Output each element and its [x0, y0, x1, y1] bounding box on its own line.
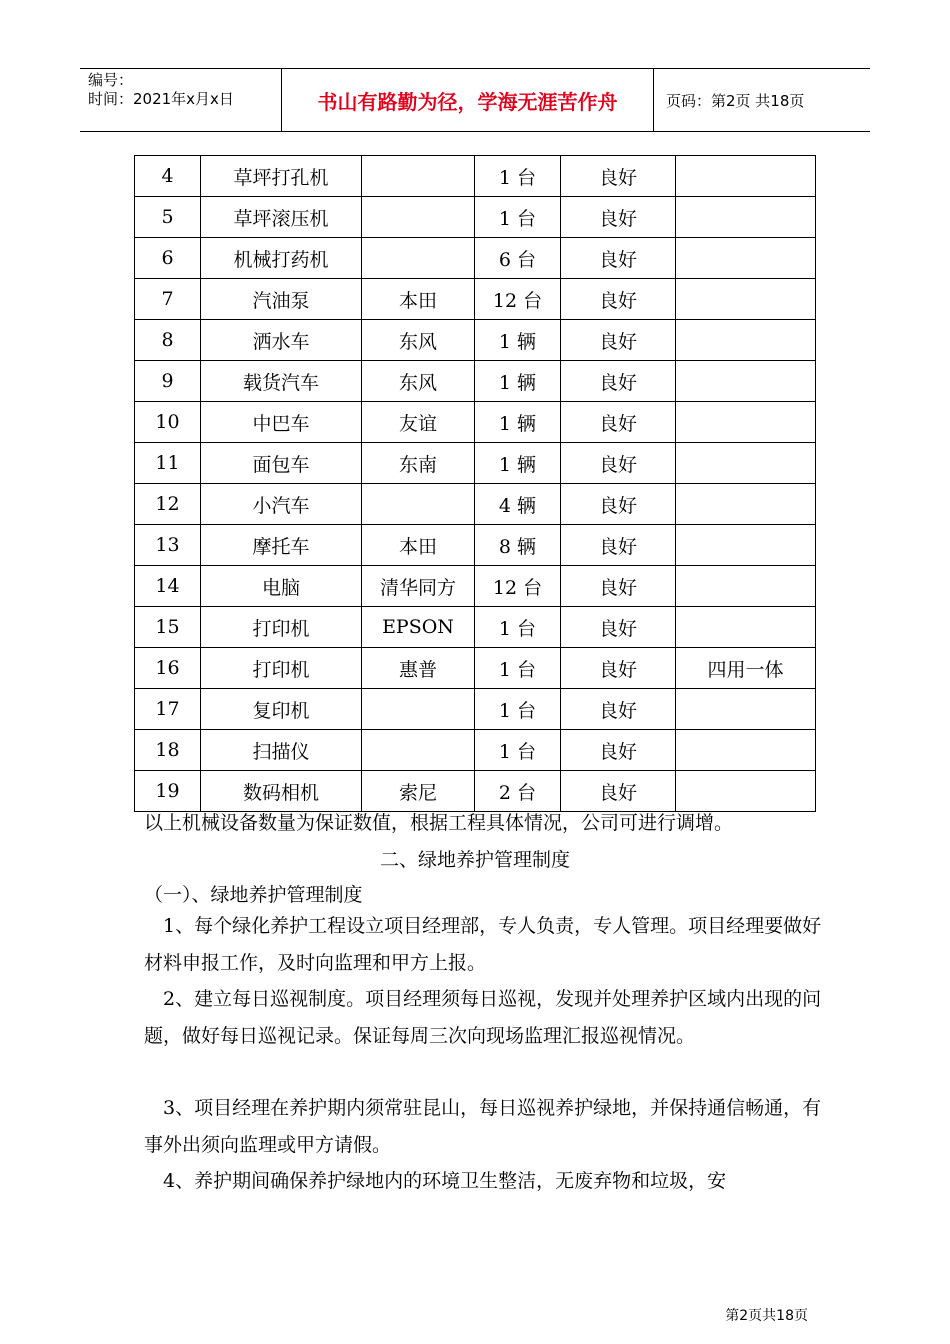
table-row: [135, 361, 816, 402]
subsection-title: （一）、绿地养护管理制度: [144, 884, 363, 906]
table-cell: 打印机: [201, 648, 362, 689]
table-cell: [362, 484, 475, 525]
paragraph: 3、项目经理在养护期内须常驻昆山，每日巡视养护绿地，并保持通信畅通，有事外出须向监理或甲方请假。: [144, 1097, 822, 1156]
table-cell: 东南: [362, 443, 475, 484]
table-cell: 1 辆: [475, 361, 561, 402]
table-cell: 良好: [561, 771, 676, 812]
table-cell: 2 台: [475, 771, 561, 812]
header-meta: [80, 69, 282, 131]
table-cell: 本田: [362, 525, 475, 566]
table-cell: 6: [135, 238, 201, 279]
table-cell: 良好: [561, 689, 676, 730]
table-cell: 良好: [561, 525, 676, 566]
paragraph: 4、养护期间确保养护绿地内的环境卫生整洁，无废弃物和垃圾，安: [163, 1170, 727, 1192]
table-cell: [676, 361, 816, 402]
table-cell: 惠普: [362, 648, 475, 689]
table-cell: 草坪滚压机: [201, 197, 362, 238]
table-cell: [676, 484, 816, 525]
table-cell: 12: [135, 484, 201, 525]
table-cell: 4 辆: [475, 484, 561, 525]
paragraph: 2、建立每日巡视制度。项目经理须每日巡视，发现并处理养护区域内出现的问题，做好每日巡视记录。保证每周三次向现场监理汇报巡视情况。: [144, 988, 822, 1047]
table-cell: 良好: [561, 238, 676, 279]
table-cell: [676, 607, 816, 648]
table-cell: 1 台: [475, 156, 561, 197]
table-cell: 良好: [561, 443, 676, 484]
paragraph: 1、每个绿化养护工程设立项目经理部，专人负责，专人管理。项目经理要做好材料申报工作，及时向监理和甲方上报。: [144, 915, 822, 974]
table-row: [135, 689, 816, 730]
table-row: [135, 648, 816, 689]
page-header: [80, 68, 870, 132]
table-row: [135, 279, 816, 320]
table-cell: 4: [135, 156, 201, 197]
table-cell: 载货汽车: [201, 361, 362, 402]
table-cell: [676, 238, 816, 279]
table-cell: 12 台: [475, 566, 561, 607]
table-cell: 扫描仪: [201, 730, 362, 771]
table-cell: [676, 279, 816, 320]
table-cell: 7: [135, 279, 201, 320]
table-cell: 东风: [362, 320, 475, 361]
table-cell: 草坪打孔机: [201, 156, 362, 197]
table-cell: 1 台: [475, 648, 561, 689]
table-cell: 复印机: [201, 689, 362, 730]
table-cell: 中巴车: [201, 402, 362, 443]
table-cell: 1 辆: [475, 320, 561, 361]
table-cell: 8: [135, 320, 201, 361]
table-cell: [676, 443, 816, 484]
table-row: [135, 566, 816, 607]
table-row: [135, 402, 816, 443]
table-cell: 良好: [561, 607, 676, 648]
table-cell: [362, 197, 475, 238]
table-cell: 摩托车: [201, 525, 362, 566]
doc-time-label: 时间：2021年x月x日: [88, 90, 234, 108]
table-cell: 良好: [561, 361, 676, 402]
table-cell: 6 台: [475, 238, 561, 279]
table-cell: 1 台: [475, 689, 561, 730]
table-cell: 本田: [362, 279, 475, 320]
table-row: [135, 484, 816, 525]
table-cell: [676, 730, 816, 771]
table-cell: 5: [135, 197, 201, 238]
table-row: [135, 156, 816, 197]
table-cell: 机械打药机: [201, 238, 362, 279]
table-cell: 15: [135, 607, 201, 648]
header-page-info: 页码：第2页 共18页: [666, 91, 805, 110]
table-cell: 16: [135, 648, 201, 689]
table-cell: 良好: [561, 402, 676, 443]
table-cell: 1 台: [475, 607, 561, 648]
table-cell: [676, 771, 816, 812]
table-cell: [676, 689, 816, 730]
table-row: [135, 525, 816, 566]
table-cell: 1 台: [475, 197, 561, 238]
table-cell: 数码相机: [201, 771, 362, 812]
table-cell: [676, 320, 816, 361]
table-cell: 9: [135, 361, 201, 402]
table-row: [135, 197, 816, 238]
equipment-note: 以上机械设备数量为保证数值，根据工程具体情况，公司可进行调增。: [144, 812, 734, 834]
table-row: [135, 443, 816, 484]
table-cell: [362, 730, 475, 771]
table-cell: 索尼: [362, 771, 475, 812]
table-cell: [676, 402, 816, 443]
table-cell: 良好: [561, 197, 676, 238]
section-title: 二、绿地养护管理制度: [379, 849, 570, 871]
doc-number-label: 编号：: [88, 71, 134, 89]
table-cell: 1 辆: [475, 443, 561, 484]
table-row: [135, 771, 816, 812]
table-cell: [362, 156, 475, 197]
table-cell: 东风: [362, 361, 475, 402]
table-row: [135, 320, 816, 361]
table-cell: [676, 156, 816, 197]
table-cell: 面包车: [201, 443, 362, 484]
table-cell: 14: [135, 566, 201, 607]
table-cell: 18: [135, 730, 201, 771]
page-footer: 第2页共18页: [725, 1308, 808, 1324]
table-cell: 良好: [561, 648, 676, 689]
table-cell: 良好: [561, 320, 676, 361]
table-cell: 良好: [561, 566, 676, 607]
table-cell: 良好: [561, 730, 676, 771]
table-row: [135, 730, 816, 771]
table-cell: 良好: [561, 156, 676, 197]
table-cell: 小汽车: [201, 484, 362, 525]
table-cell: [676, 197, 816, 238]
table-cell: 电脑: [201, 566, 362, 607]
table-cell: 1 台: [475, 730, 561, 771]
table-cell: 19: [135, 771, 201, 812]
table-cell: 8 辆: [475, 525, 561, 566]
table-cell: 四用一体: [676, 648, 816, 689]
table-cell: 良好: [561, 484, 676, 525]
table-cell: 洒水车: [201, 320, 362, 361]
table-row: [135, 238, 816, 279]
table-cell: 10: [135, 402, 201, 443]
table-cell: 11: [135, 443, 201, 484]
table-cell: 汽油泵: [201, 279, 362, 320]
table-cell: EPSON: [362, 607, 475, 648]
table-cell: [676, 566, 816, 607]
table-cell: 友谊: [362, 402, 475, 443]
table-cell: [362, 689, 475, 730]
table-cell: 良好: [561, 279, 676, 320]
table-cell: 17: [135, 689, 201, 730]
table-cell: 12 台: [475, 279, 561, 320]
header-motto: 书山有路勤为径，学海无涯苦作舟: [282, 69, 654, 131]
table-cell: 打印机: [201, 607, 362, 648]
table-cell: 清华同方: [362, 566, 475, 607]
table-cell: [676, 525, 816, 566]
equipment-table: [134, 155, 816, 812]
table-cell: 13: [135, 525, 201, 566]
table-cell: [362, 238, 475, 279]
table-row: [135, 607, 816, 648]
table-cell: 1 辆: [475, 402, 561, 443]
